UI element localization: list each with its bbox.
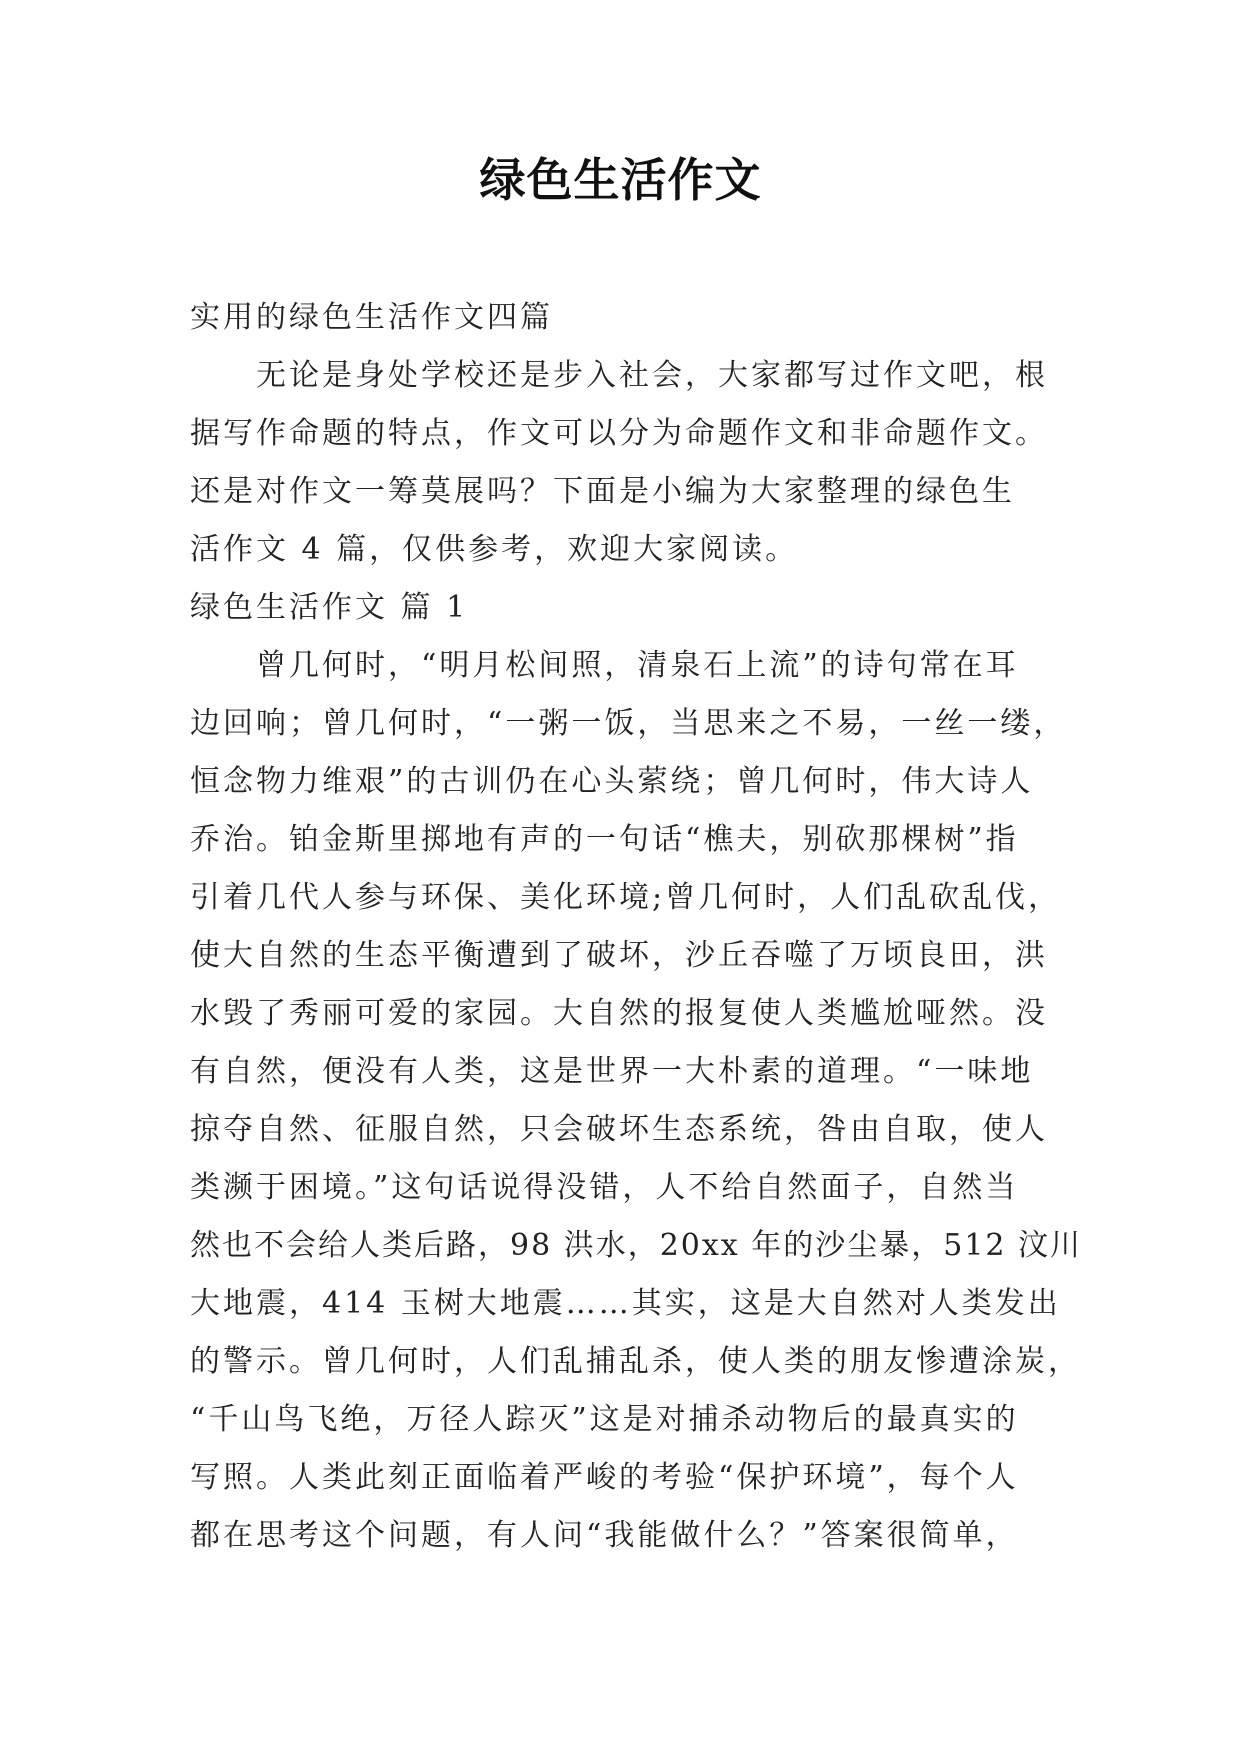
paragraph-line: 掠夺自然、征服自然，只会破坏生态系统，咎由自取，使人 [190, 1112, 1048, 1147]
paragraph-line: 大地震，414 玉树大地震……其实，这是大自然对人类发出 [190, 1286, 1061, 1321]
paragraph-line: “千山鸟飞绝，万径人踪灭”这是对捕杀动物后的最真实的 [190, 1402, 1019, 1437]
paragraph-line: 乔治。铂金斯里掷地有声的一句话“樵夫，别砍那棵树”指 [190, 822, 1019, 857]
paragraph-line-indented: 曾几何时，“明月松间照，清泉石上流”的诗句常在耳 [256, 648, 1019, 683]
paragraph-line: 绿色生活作文 篇 1 [190, 590, 469, 625]
paragraph-line: 的警示。曾几何时，人们乱捕乱杀，使人类的朋友惨遭涂炭， [190, 1344, 1081, 1379]
paragraph-line: 写照。人类此刻正面临着严峻的考验“保护环境”，每个人 [190, 1460, 1019, 1495]
paragraph-line: 有自然，便没有人类，这是世界一大朴素的道理。“一味地 [190, 1054, 1034, 1089]
paragraph-line: 引着几代人参与环保、美化环境;曾几何时，人们乱砍乱伐， [190, 880, 1062, 915]
paragraph-line: 然也不会给人类后路，98 洪水，20xx 年的沙尘暴，512 汶川 [190, 1228, 1083, 1263]
page-title: 绿色生活作文 [479, 153, 762, 207]
paragraph-line: 活作文 4 篇，仅供参考，欢迎大家阅读。 [190, 532, 799, 567]
paragraph-line: 水毁了秀丽可爱的家园。大自然的报复使人类尴尬哑然。没 [190, 996, 1048, 1031]
paragraph-line: 还是对作文一筹莫展吗？下面是小编为大家整理的绿色生 [190, 474, 1015, 509]
paragraph-line: 类濒于困境。”这句话说得没错，人不给自然面子，自然当 [190, 1170, 1019, 1205]
document-body [190, 289, 1090, 1565]
paragraph-line-indented: 无论是身处学校还是步入社会，大家都写过作文吧，根 [256, 358, 1048, 393]
paragraph-line: 实用的绿色生活作文四篇 [190, 300, 553, 335]
paragraph-line: 使大自然的生态平衡遭到了破坏，沙丘吞噬了万顷良田，洪 [190, 938, 1048, 973]
paragraph-line: 都在思考这个问题，有人问“我能做什么？”答案很简单， [190, 1518, 1019, 1553]
paragraph-line: 边回响；曾几何时，“一粥一饭，当思来之不易，一丝一缕， [190, 706, 1067, 741]
paragraph-line: 恒念物力维艰”的古训仍在心头萦绕；曾几何时，伟大诗人 [190, 764, 1034, 799]
paragraph-line: 据写作命题的特点，作文可以分为命题作文和非命题作文。 [190, 416, 1048, 451]
